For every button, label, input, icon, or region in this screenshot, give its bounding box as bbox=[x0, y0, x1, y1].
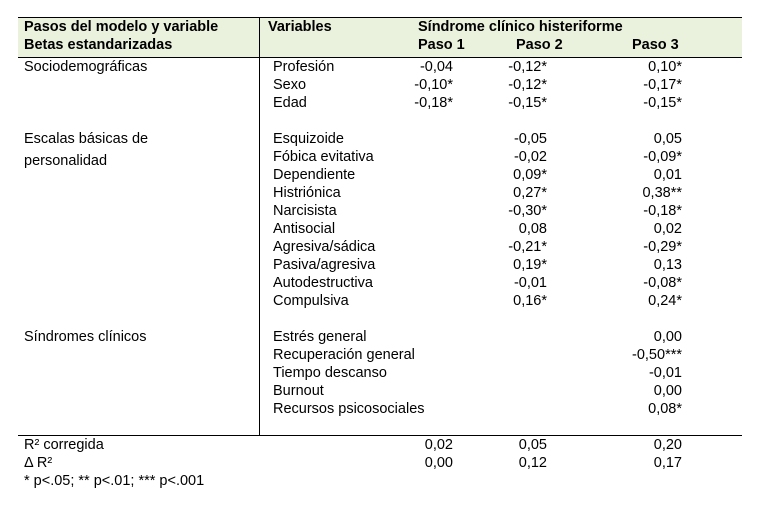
header-variables: Variables bbox=[268, 19, 332, 35]
section-label: Sociodemográficas bbox=[24, 59, 148, 75]
cell-paso3: -0,08* bbox=[643, 275, 682, 291]
significance-note: * p<.05; ** p<.01; *** p<.001 bbox=[24, 473, 205, 489]
header-group-title: Síndrome clínico histeriforme bbox=[418, 19, 623, 35]
footer-label: Δ R² bbox=[24, 455, 53, 471]
cell-paso3: -0,18* bbox=[643, 203, 682, 219]
footer-paso3: 0,20 bbox=[653, 437, 682, 453]
cell-paso1: -0,04 bbox=[419, 59, 453, 75]
top-rule bbox=[18, 17, 742, 18]
cell-paso3: 0,05 bbox=[653, 131, 682, 147]
section-label: Síndromes clínicos bbox=[24, 329, 147, 345]
footer-paso1: 0,02 bbox=[424, 437, 453, 453]
row-variable: Fóbica evitativa bbox=[273, 149, 374, 165]
cell-paso3: 0,24* bbox=[648, 293, 682, 309]
cell-paso2: -0,12* bbox=[508, 77, 547, 93]
cell-paso3: -0,50*** bbox=[632, 347, 682, 363]
row-variable: Esquizoide bbox=[273, 131, 344, 147]
cell-paso3: -0,29* bbox=[643, 239, 682, 255]
cell-paso2: -0,01 bbox=[513, 275, 547, 291]
cell-paso2: -0,30* bbox=[508, 203, 547, 219]
cell-paso2: -0,15* bbox=[508, 95, 547, 111]
footer-paso2: 0,12 bbox=[518, 455, 547, 471]
cell-paso1: -0,18* bbox=[414, 95, 453, 111]
cell-paso2: 0,16* bbox=[513, 293, 547, 309]
cell-paso2: -0,02 bbox=[513, 149, 547, 165]
row-variable: Dependiente bbox=[273, 167, 356, 183]
cell-paso3: -0,17* bbox=[643, 77, 682, 93]
cell-paso2: -0,05 bbox=[513, 131, 547, 147]
row-variable: Recursos psicosociales bbox=[273, 401, 425, 417]
section-label: Escalas básicas de bbox=[24, 131, 149, 147]
header-col1-line1: Pasos del modelo y variable bbox=[24, 19, 219, 35]
cell-paso3: 0,00 bbox=[653, 383, 682, 399]
cell-paso3: 0,08* bbox=[648, 401, 682, 417]
cell-paso3: 0,13 bbox=[653, 257, 682, 273]
footer-label: R² corregida bbox=[24, 437, 104, 453]
cell-paso1: -0,10* bbox=[414, 77, 453, 93]
row-variable: Narcisista bbox=[273, 203, 337, 219]
section-label: personalidad bbox=[24, 153, 108, 169]
cell-paso2: 0,19* bbox=[513, 257, 547, 273]
row-variable: Edad bbox=[273, 95, 307, 111]
header-paso2: Paso 2 bbox=[516, 37, 563, 53]
row-variable: Compulsiva bbox=[273, 293, 349, 309]
row-variable: Recuperación general bbox=[273, 347, 415, 363]
row-variable: Autodestructiva bbox=[273, 275, 373, 291]
cell-paso3: -0,01 bbox=[648, 365, 682, 381]
row-variable: Tiempo descanso bbox=[273, 365, 387, 381]
column-divider bbox=[259, 18, 260, 435]
row-variable: Agresiva/sádica bbox=[273, 239, 376, 255]
cell-paso2: -0,12* bbox=[508, 59, 547, 75]
footer-paso1: 0,00 bbox=[424, 455, 453, 471]
cell-paso3: 0,01 bbox=[653, 167, 682, 183]
row-variable: Estrés general bbox=[273, 329, 367, 345]
cell-paso2: -0,21* bbox=[508, 239, 547, 255]
header-paso3: Paso 3 bbox=[632, 37, 679, 53]
row-variable: Antisocial bbox=[273, 221, 336, 237]
footer-paso2: 0,05 bbox=[518, 437, 547, 453]
cell-paso3: 0,38** bbox=[642, 185, 682, 201]
cell-paso3: 0,10* bbox=[648, 59, 682, 75]
footer-paso3: 0,17 bbox=[653, 455, 682, 471]
cell-paso3: 0,02 bbox=[653, 221, 682, 237]
row-variable: Pasiva/agresiva bbox=[273, 257, 376, 273]
cell-paso2: 0,27* bbox=[513, 185, 547, 201]
header-col1-line2: Betas estandarizadas bbox=[24, 37, 173, 53]
cell-paso2: 0,08 bbox=[518, 221, 547, 237]
row-variable: Burnout bbox=[273, 383, 324, 399]
cell-paso3: -0,09* bbox=[643, 149, 682, 165]
cell-paso3: -0,15* bbox=[643, 95, 682, 111]
row-variable: Histriónica bbox=[273, 185, 341, 201]
cell-paso3: 0,00 bbox=[653, 329, 682, 345]
cell-paso2: 0,09* bbox=[513, 167, 547, 183]
row-variable: Sexo bbox=[273, 77, 307, 93]
header-paso1: Paso 1 bbox=[418, 37, 465, 53]
row-variable: Profesión bbox=[273, 59, 335, 75]
